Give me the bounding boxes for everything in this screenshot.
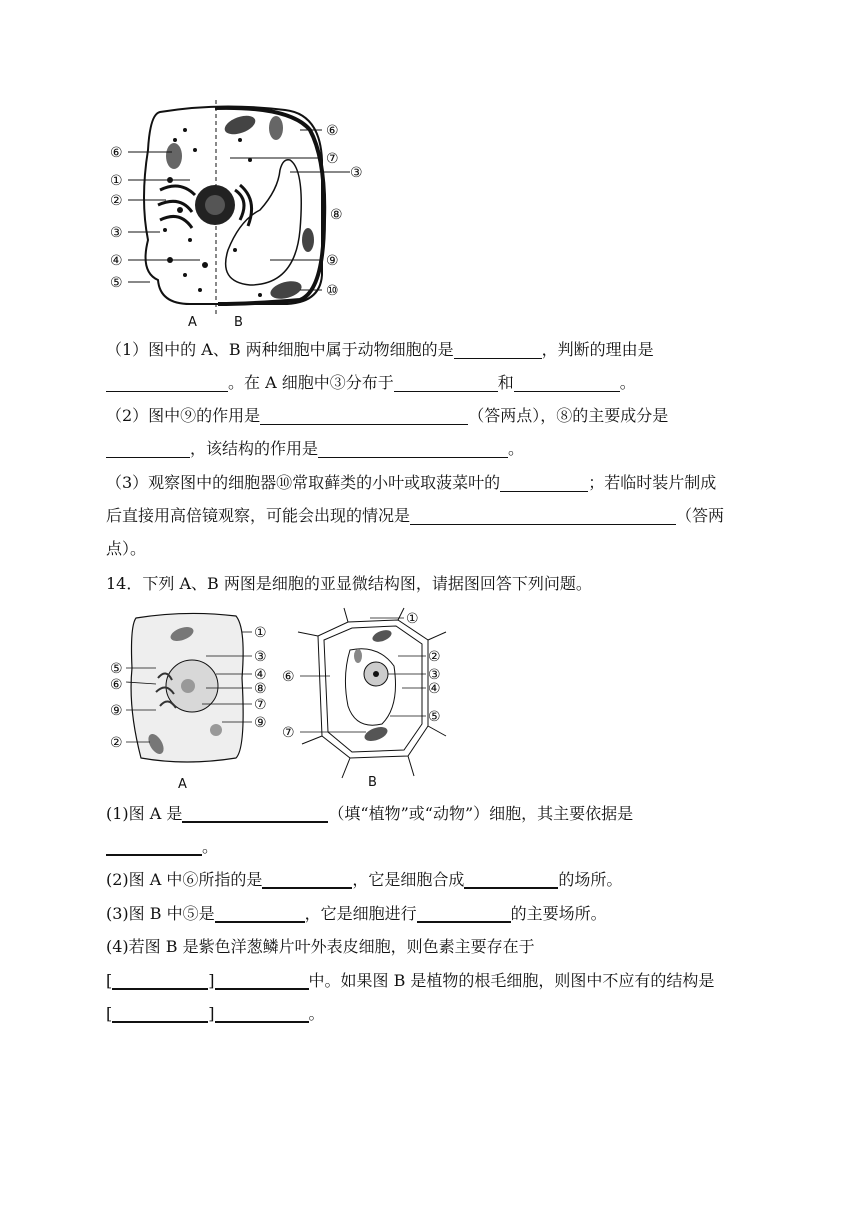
q13-p3-text-d: （答两: [676, 506, 725, 525]
q14-s4-text-d: 中。如果图 B 是植物的根毛细胞，则图中不应有的结构是: [308, 971, 715, 990]
fig1-label-3b: ③: [350, 165, 363, 181]
q14-s1-text-a: (1)图 A 是: [106, 804, 183, 823]
q14-sub1-line1: [106, 804, 633, 824]
q13-answer-blank-9[interactable]: [410, 508, 676, 525]
figb-label-7: ⑦: [282, 725, 295, 741]
q14-title: 14．下列 A、B 两图是细胞的亚显微结构图，请据图回答下列问题。: [106, 574, 592, 593]
q14-s4-text-a: (4)若图 B 是紫色洋葱鳞片叶外表皮细胞，则色素主要存在于: [106, 937, 535, 956]
fig1-label-9: ⑨: [326, 253, 339, 269]
q14-sub1-line2: [106, 837, 218, 857]
q14-figure-a: [106, 608, 276, 794]
fig1-label-6a: ⑥: [110, 145, 123, 161]
q14-figure-b-svg: [278, 606, 448, 796]
q13-p2-text-c: ，该结构的作用是: [190, 439, 319, 458]
q14-s4-text-g: 。: [308, 1004, 325, 1023]
figa-label-7: ⑦: [254, 697, 267, 713]
q13-answer-blank-2[interactable]: [106, 375, 228, 392]
figb-label-2: ②: [428, 649, 441, 665]
q13-p3-text-c: 后直接用高倍镜观察，可能会出现的情况是: [106, 506, 411, 525]
q14-sub4-line3: [106, 1004, 325, 1024]
q14-s2-text-b: ，它是细胞合成: [352, 870, 465, 889]
figa-label-8: ⑧: [254, 681, 267, 697]
figa-label-6: ⑥: [110, 677, 123, 693]
q14-figure-b: [278, 606, 448, 796]
q14-s4-bracket-close-2: ]: [208, 1004, 215, 1023]
fig1-label-1: ①: [110, 173, 123, 189]
q14-s1-text-b: （填“植物”或“动物”）细胞，其主要依据是: [328, 804, 634, 823]
q14-s2-text-c: 的场所。: [558, 870, 623, 889]
q14-answer-blank-4[interactable]: [464, 871, 558, 889]
figb-label-1: ①: [406, 611, 419, 627]
q14-answer-blank-7[interactable]: [112, 972, 208, 990]
q14-s4-bracket-open-2: [: [106, 1004, 113, 1023]
q13-part3-line3: [106, 539, 146, 559]
fig1-label-3a: ③: [110, 225, 123, 241]
q14-answer-blank-3[interactable]: [262, 871, 352, 889]
figb-label-5: ⑤: [428, 709, 441, 725]
cell-diagram-svg: [100, 100, 370, 332]
q13-answer-blank-3[interactable]: [394, 375, 498, 392]
figa-label-3: ③: [254, 649, 267, 665]
q13-answer-blank-6[interactable]: [106, 441, 190, 458]
q13-p2-text-d: 。: [508, 439, 525, 458]
q14-answer-blank-9[interactable]: [112, 1005, 208, 1023]
q13-p1-text-e: 。: [619, 373, 636, 392]
q14-s3-text-b: ，它是细胞进行: [304, 904, 417, 923]
q13-part2-line1: [106, 406, 668, 426]
figa-label-1: ①: [254, 625, 267, 641]
q14-s3-text-a: (3)图 B 中⑤是: [106, 904, 215, 923]
q13-p3-text-b: ；若临时装片制成: [588, 473, 717, 492]
figa-label-4: ④: [254, 667, 267, 683]
q14-answer-blank-6[interactable]: [417, 905, 511, 923]
q14-sub2: [106, 870, 622, 890]
q14-answer-blank-10[interactable]: [215, 1005, 309, 1023]
q13-p1-text-c: 。在 A 细胞中③分布于: [228, 373, 394, 392]
q13-p2-text-b: （答两点），⑧的主要成分是: [468, 406, 669, 425]
q13-p3-text-a: （3）观察图中的细胞器⑩常取藓类的小叶或取菠菜叶的: [106, 473, 501, 492]
q14-s4-bracket-open-1: [: [106, 971, 113, 990]
q14-s3-text-c: 的主要场所。: [510, 904, 607, 923]
q13-p1-text-b: ，判断的理由是: [541, 340, 654, 359]
q14-answer-blank-5[interactable]: [215, 905, 305, 923]
figb-label-6: ⑥: [282, 669, 295, 685]
figa-label-9b: ⑨: [254, 715, 267, 731]
fig1-label-10: ⑩: [326, 283, 339, 299]
fig1-label-7: ⑦: [326, 151, 339, 167]
figb-label-4: ④: [428, 681, 441, 697]
q13-part1-line1: [106, 340, 654, 360]
cell-diagram-figure: [100, 100, 370, 332]
q13-p2-text-a: （2）图中⑨的作用是: [106, 406, 261, 425]
fig1-label-8: ⑧: [330, 207, 343, 223]
q14-s1-text-c: 。: [202, 837, 219, 856]
q13-answer-blank-1[interactable]: [454, 342, 542, 359]
q13-part3-line2: [106, 506, 724, 526]
q14-s4-bracket-close-1: ]: [208, 971, 215, 990]
q13-part3-line1: [106, 473, 716, 493]
q13-answer-blank-7[interactable]: [318, 441, 508, 458]
q13-p1-text-a: （1）图中的 A、B 两种细胞中属于动物细胞的是: [106, 340, 454, 359]
q13-answer-blank-8[interactable]: [500, 475, 588, 492]
q14-sub4-line2: [106, 971, 714, 991]
fig1-caption-a: A: [188, 315, 197, 330]
fig1-label-4: ④: [110, 253, 123, 269]
q13-part1-line2: [106, 373, 636, 393]
q14-sub4-line1: [106, 937, 535, 957]
q13-part2-line2: [106, 439, 524, 459]
q13-p1-text-d: 和: [497, 373, 514, 392]
figa-caption: A: [178, 777, 187, 792]
q13-p3-text-e: 点）。: [106, 539, 147, 558]
q14-answer-blank-1[interactable]: [182, 805, 328, 823]
figa-label-2: ②: [110, 735, 123, 751]
fig1-label-6b: ⑥: [326, 123, 339, 139]
fig1-label-5: ⑤: [110, 275, 123, 291]
figb-label-3: ③: [428, 667, 441, 683]
fig1-caption-b: B: [234, 315, 243, 330]
q14-answer-blank-2[interactable]: [106, 838, 202, 856]
fig1-label-2: ②: [110, 193, 123, 209]
q13-answer-blank-4[interactable]: [514, 375, 620, 392]
figb-caption: B: [368, 775, 377, 790]
q13-answer-blank-5[interactable]: [260, 408, 468, 425]
q14-s2-text-a: (2)图 A 中⑥所指的是: [106, 870, 263, 889]
q14-sub3: [106, 904, 607, 924]
q14-answer-blank-8[interactable]: [215, 972, 309, 990]
q14-figure-a-svg: [106, 608, 276, 794]
figa-label-9a: ⑨: [110, 703, 123, 719]
figa-label-5: ⑤: [110, 661, 123, 677]
